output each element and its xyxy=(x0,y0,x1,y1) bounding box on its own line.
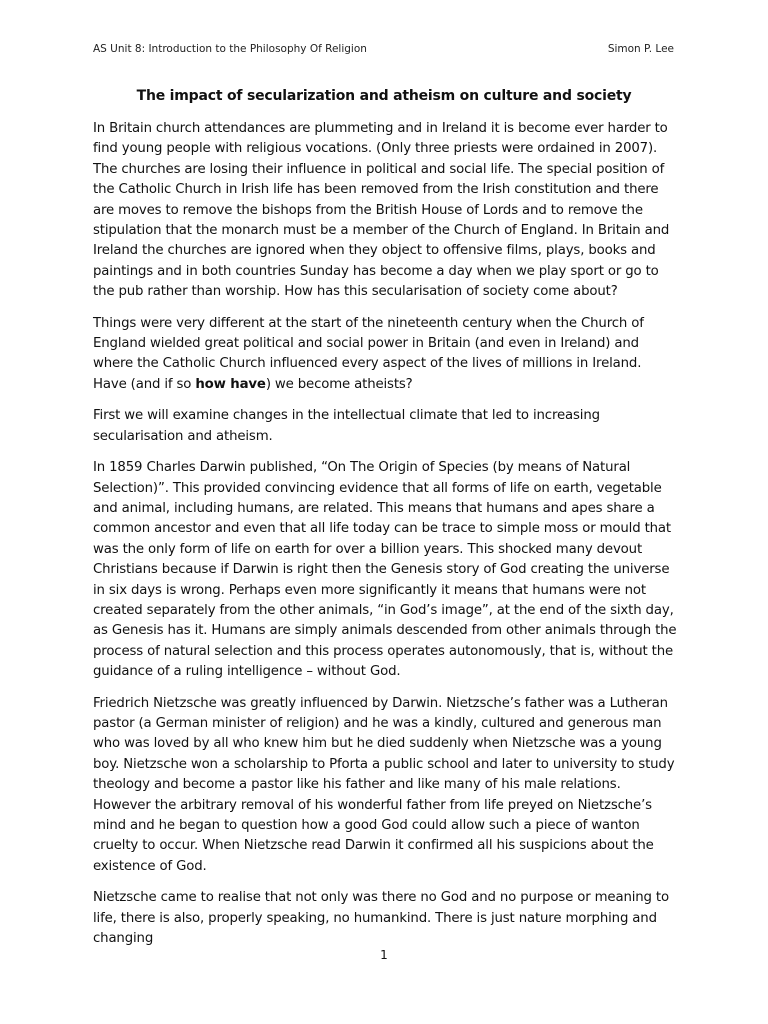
paragraph-darwin: In 1859 Charles Darwin published, “On The Origin of Species (by means of Natural Selection)”. This provided convincing evidence that all forms of life on earth, vegetable and animal, including humans, are related. This means that humans and apes share a common ancestor and even that all life today can be trace to simple moss or mould that was the only form of life on earth for over a billion years. This shocked many devout Christians because if Darwin is right then the Genesis story of God creating the universe in six days is wrong. Perhaps even more significantly it means that humans were not created separately from the other animals, “in God’s image”, at the end of the sixth day, as Genesis has it. Humans are simply animals descended from other animals through the process of natural selection and this process operates autonomously, that is, without the guidance of a ruling intelligence – without God. xyxy=(93,460,677,680)
paragraph-text-end: ) we become atheists? xyxy=(265,376,413,392)
paragraph-intellectual-climate: First we will examine changes in the intellectual climate that led to increasing secularisation and atheism. xyxy=(93,408,600,444)
emphasis-text: how have xyxy=(195,376,266,392)
paragraph-nineteenth-century xyxy=(93,314,677,396)
paragraph-nietzsche: Friedrich Nietzsche was greatly influenced by Darwin. Nietzsche’s father was a Lutheran pastor (a German minister of religion) and he was a kindly, cultured and generous man who was loved by all who knew him but he died suddenly when Nietzsche was a young boy. Nietzsche won a scholarship to Pforta a public school and later to university to study theology and become a pastor like his father and like many of his male relations. However the arbitrary removal of his wonderful father from life preyed on Nietzsche’s mind and he began to question how a good God could allow such a piece of wanton cruelty to occur. When Nietzsche read Darwin it confirmed all his suspicions about the existence of God. xyxy=(93,695,675,874)
paragraph-nietzsche-realisation: Nietzsche came to realise that not only was there no God and no purpose or meaning to life, there is also, properly speaking, no humankind. There is just nature morphing and changing xyxy=(93,890,669,947)
document-title: The impact of secularization and atheism on culture and society xyxy=(136,88,632,104)
paragraph-secularisation: In Britain church attendances are plummeting and in Ireland it is become ever harder to find young people with religious vocations. (Only three priests were ordained in 2007). The churches are losing their influence in political and social life. The special position of the Catholic Church in Irish life has been removed from the Irish constitution and there are moves to remove the bishops from the British House of Lords and to remove the stipulation that the monarch must be a member of the Church of England. In Britain and Ireland the churches are ignored when they object to offensive films, plays, books and paintings and in both countries Sunday has become a day when we play sport or go to the pub rather than worship. How has this secularisation of society come about? xyxy=(93,121,670,300)
page-number: 1 xyxy=(380,948,388,962)
running-header-author: Simon P. Lee xyxy=(607,43,674,55)
paragraph-text-start: Things were very different at the start of the nineteenth century when the Church of England wielded great political and social power in Britain (and even in Ireland) and where the Catholic Church influenced every aspect of the lives of millions in Ireland. Have (and if so xyxy=(93,315,644,392)
running-header-title: AS Unit 8: Introduction to the Philosophy Of Religion xyxy=(93,43,367,55)
document-body xyxy=(93,119,677,960)
